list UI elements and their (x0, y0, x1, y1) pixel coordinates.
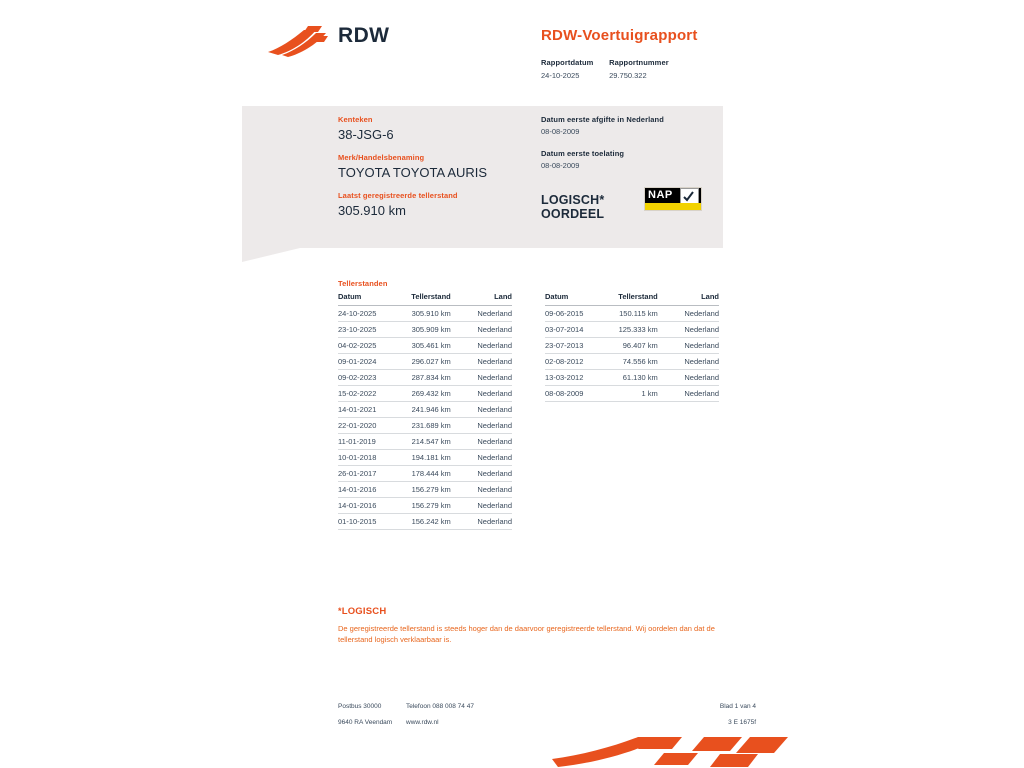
cell-reading: 96.407 km (595, 338, 666, 354)
kenteken-value: 38-JSG-6 (338, 127, 394, 142)
footer-telefoon: Telefoon 088 008 74 47 (406, 703, 474, 710)
cell-reading: 74.556 km (595, 354, 666, 370)
cell-land: Nederland (459, 354, 512, 370)
table-row (338, 418, 512, 434)
note-star: * (338, 606, 342, 616)
vehicle-summary-left-column (338, 115, 528, 229)
cell-reading: 156.279 km (388, 482, 459, 498)
cell-date: 14-01-2016 (338, 498, 388, 514)
cell-land: Nederland (459, 466, 512, 482)
table-row (338, 338, 512, 354)
cell-land: Nederland (666, 370, 719, 386)
cell-land: Nederland (666, 322, 719, 338)
table-row (338, 322, 512, 338)
table-row (338, 370, 512, 386)
footer-row-1 (338, 703, 732, 719)
panel-notch-decoration (242, 248, 300, 262)
cell-land: Nederland (459, 482, 512, 498)
footer-form-code: 3 E 1675f (728, 719, 756, 726)
table-row (545, 338, 719, 354)
odometer-table-left (338, 292, 512, 530)
cell-date: 11-01-2019 (338, 434, 388, 450)
eerste-toelating-value: 08-08-2009 (541, 161, 580, 170)
table-header-row (545, 292, 719, 306)
cell-date: 14-01-2016 (338, 482, 388, 498)
cell-date: 24-10-2025 (338, 306, 388, 322)
cell-land: Nederland (666, 386, 719, 402)
merk-value: TOYOTA TOYOTA AURIS (338, 165, 488, 180)
cell-date: 04-02-2025 (338, 338, 388, 354)
cell-land: Nederland (459, 306, 512, 322)
cell-reading: 305.909 km (388, 322, 459, 338)
cell-reading: 156.242 km (388, 514, 459, 530)
cell-land: Nederland (459, 322, 512, 338)
meta-report-number-label: Rapportnummer (609, 58, 669, 67)
cell-date: 08-08-2009 (545, 386, 595, 402)
cell-date: 09-06-2015 (545, 306, 595, 322)
cell-reading: 1 km (595, 386, 666, 402)
kenteken-label: Kenteken (338, 115, 373, 124)
cell-date: 13-03-2012 (545, 370, 595, 386)
cell-land: Nederland (459, 418, 512, 434)
table-row (338, 514, 512, 530)
footer-page-info (696, 703, 756, 735)
cell-date: 10-01-2018 (338, 450, 388, 466)
cell-date: 03-07-2014 (545, 322, 595, 338)
cell-reading: 178.444 km (388, 466, 459, 482)
cell-reading: 125.333 km (595, 322, 666, 338)
cell-date: 23-10-2025 (338, 322, 388, 338)
table-row (338, 434, 512, 450)
vehicle-summary-right-column (541, 115, 721, 183)
col-land: Land (459, 292, 512, 306)
nap-badge-text: NAP (648, 189, 673, 201)
footer-page-number: Blad 1 van 4 (719, 703, 756, 710)
cell-land: Nederland (459, 370, 512, 386)
table-row (338, 466, 512, 482)
cell-reading: 287.834 km (388, 370, 459, 386)
cell-date: 15-02-2022 (338, 386, 388, 402)
cell-reading: 150.115 km (595, 306, 666, 322)
rdw-arrow-logo-icon (266, 22, 336, 62)
eerste-afgifte-label: Datum eerste afgifte in Nederland (541, 115, 664, 124)
table-row (545, 322, 719, 338)
col-datum: Datum (545, 292, 595, 306)
col-land: Land (666, 292, 719, 306)
meta-report-number-value: 29.750.322 (609, 71, 647, 80)
meta-report-number (609, 58, 669, 80)
eerste-afgifte-value: 08-08-2009 (541, 127, 580, 136)
laatste-tellerstand-label: Laatst geregistreerde tellerstand (338, 191, 458, 200)
cell-date: 09-02-2023 (338, 370, 388, 386)
table-row (338, 498, 512, 514)
cell-date: 02-08-2012 (545, 354, 595, 370)
table-row (338, 386, 512, 402)
cell-land: Nederland (666, 338, 719, 354)
cell-reading: 194.181 km (388, 450, 459, 466)
rdw-stripes-graphic-icon (552, 737, 788, 768)
cell-reading: 61.130 km (595, 370, 666, 386)
col-tellerstand: Tellerstand (388, 292, 459, 306)
cell-land: Nederland (459, 402, 512, 418)
cell-date: 22-01-2020 (338, 418, 388, 434)
footer-row-2 (338, 719, 732, 735)
nap-badge-stripe (645, 203, 701, 210)
footer-website[interactable]: www.rdw.nl (406, 719, 439, 726)
merk-label: Merk/Handelsbenaming (338, 153, 425, 162)
cell-land: Nederland (459, 498, 512, 514)
table-row (338, 402, 512, 418)
odometer-section-title: Tellerstanden (338, 279, 388, 288)
cell-date: 09-01-2024 (338, 354, 388, 370)
col-tellerstand: Tellerstand (595, 292, 666, 306)
cell-reading: 156.279 km (388, 498, 459, 514)
note-title-text: LOGISCH (341, 606, 387, 617)
cell-land: Nederland (459, 386, 512, 402)
note-title (338, 606, 386, 617)
cell-land: Nederland (459, 514, 512, 530)
verdict-text (541, 193, 636, 221)
table-row (545, 354, 719, 370)
table-row (545, 306, 719, 322)
col-datum: Datum (338, 292, 388, 306)
brand-title: RDW (338, 24, 390, 47)
meta-report-date (541, 58, 607, 80)
cell-reading: 214.547 km (388, 434, 459, 450)
report-title: RDW-Voertuigrapport (541, 27, 698, 44)
laatste-tellerstand-value: 305.910 km (338, 203, 406, 218)
footer-city: 9640 RA Veendam (338, 719, 393, 726)
cell-date: 01-10-2015 (338, 514, 388, 530)
cell-land: Nederland (459, 338, 512, 354)
table-row (338, 482, 512, 498)
meta-report-date-value: 24-10-2025 (541, 71, 580, 80)
cell-reading: 296.027 km (388, 354, 459, 370)
eerste-toelating-label: Datum eerste toelating (541, 149, 625, 158)
table-row (545, 386, 719, 402)
footer-postbus: Postbus 30000 (338, 703, 382, 710)
cell-land: Nederland (459, 434, 512, 450)
cell-date: 23-07-2013 (545, 338, 595, 354)
table-row (545, 370, 719, 386)
table-header-row (338, 292, 512, 306)
nap-badge (644, 187, 702, 211)
cell-date: 14-01-2021 (338, 402, 388, 418)
table-row (338, 354, 512, 370)
table-row (338, 450, 512, 466)
cell-reading: 305.461 km (388, 338, 459, 354)
cell-reading: 305.910 km (388, 306, 459, 322)
odometer-table-right (545, 292, 719, 402)
cell-reading: 231.689 km (388, 418, 459, 434)
cell-land: Nederland (666, 354, 719, 370)
cell-date: 26-01-2017 (338, 466, 388, 482)
cell-land: Nederland (459, 450, 512, 466)
table-row (338, 306, 512, 322)
footer-address (338, 703, 732, 735)
verdict-line-2: OORDEEL (541, 207, 605, 221)
cell-reading: 269.432 km (388, 386, 459, 402)
note-body: De geregistreerde tellerstand is steeds hoger dan de daarvoor geregistreerde tellerstand. Wij oordelen dan dat de tellerstand logisch verklaarbaar is. (338, 624, 715, 644)
meta-report-date-label: Rapportdatum (541, 58, 594, 67)
cell-reading: 241.946 km (388, 402, 459, 418)
report-meta (541, 58, 669, 80)
cell-land: Nederland (666, 306, 719, 322)
verdict-line-1: LOGISCH* (541, 193, 605, 207)
